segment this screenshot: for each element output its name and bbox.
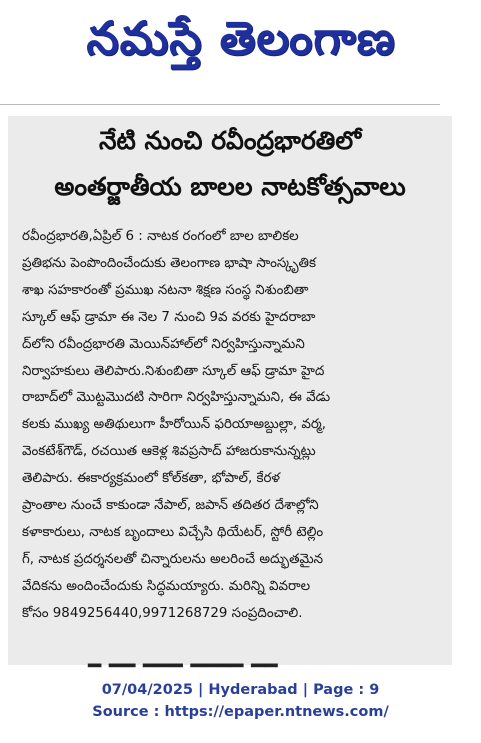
article-body-line: కోసం 9849256440,9971268729 సంప్రదించాలి. — [22, 605, 303, 621]
divider — [0, 104, 440, 105]
article-body-line: నిర్వాహకులు తెలిపారు.నిశుంబితా స్కూల్ ఆఫ్ డ్రామా హైద — [22, 363, 325, 379]
article-body-line: రాబాద్‌లో మొట్టమొదటి సారిగా నిర్వహిస్తున్నామని, ఈ వేడు — [22, 390, 331, 406]
newspaper-logo: నమస్తే తెలంగాణ — [86, 11, 396, 65]
article-body-line: శాఖ సహకారంతో ప్రముఖ నటనా శిక్షణ సంస్థ నిశుంబితా — [22, 282, 309, 298]
article-body-line: రవీంద్రభారతి,ఏప్రిల్ 6 : నాటక రంగంలో బాల బాలికల — [22, 229, 299, 244]
article-body-line: ప్రాంతాల నుంచే కాకుండా నేపాల్, జపాన్ తదితర దేశాల్లోని — [22, 498, 319, 514]
article-body-line: ద్‌లోని రవీంద్రభారతి మెయిన్‌హాల్‌లో నిర్వహిస్తున్నామని — [22, 336, 305, 352]
article-body-line: స్కూల్ ఆఫ్ డ్రామా ఈ నెల 7 నుంచి 9వ వరకు హైదరాబా — [22, 309, 316, 325]
masthead — [0, 0, 481, 92]
article-body-line: గ్, నాటక ప్రదర్శనలతో చిన్నారులను అలరించే అద్భుతమైన — [22, 551, 324, 567]
article-headline-line-2: అంతర్జాతీయ బాలల నాటకోత్సవాలు — [54, 172, 406, 201]
article-headline-line-1: నేటి నుంచి రవీంద్రభారతిలో — [98, 126, 362, 155]
article-body-line: వెంకటేశ్‌గౌడ్, రచయిత ఆకెళ్ల శివప్రసాద్ హాజరుకానున్నట్లు — [22, 444, 316, 460]
article-clipping — [8, 116, 452, 679]
article-body-line: తెలిపారు. ఈకార్యక్రమంలో కోల్‌కతా, భోపాల్, కేరళ — [22, 471, 281, 487]
article-body-line: కలకు ముఖ్య అతిథులుగా హీరోయిన్ ఫరియాఅబ్దుల్లా, వర్మ, — [22, 417, 327, 433]
cropped-next-headline: ━ ━━ ━━━ ━━━━ ━━ — [88, 654, 278, 679]
edition-info: 07/04/2025 | Hyderabad | Page : 9 — [101, 682, 380, 698]
article-body-line: వేదికను అందించేందుకు సిద్ధమయ్యారు. మరిన్ని వివరాల — [22, 578, 311, 594]
source-url: Source : https://epaper.ntnews.com/ — [92, 704, 389, 720]
article-body-line: ప్రతిభను పెంపొందించేందుకు తెలంగాణ భాషా సాంస్కృతిక — [22, 255, 316, 271]
article-body-line: కళాకారులు, నాటక బృందాలు విచ్చేసి థియేటర్, స్టోరీ టెల్లిం — [22, 524, 324, 540]
article-body — [22, 224, 440, 628]
